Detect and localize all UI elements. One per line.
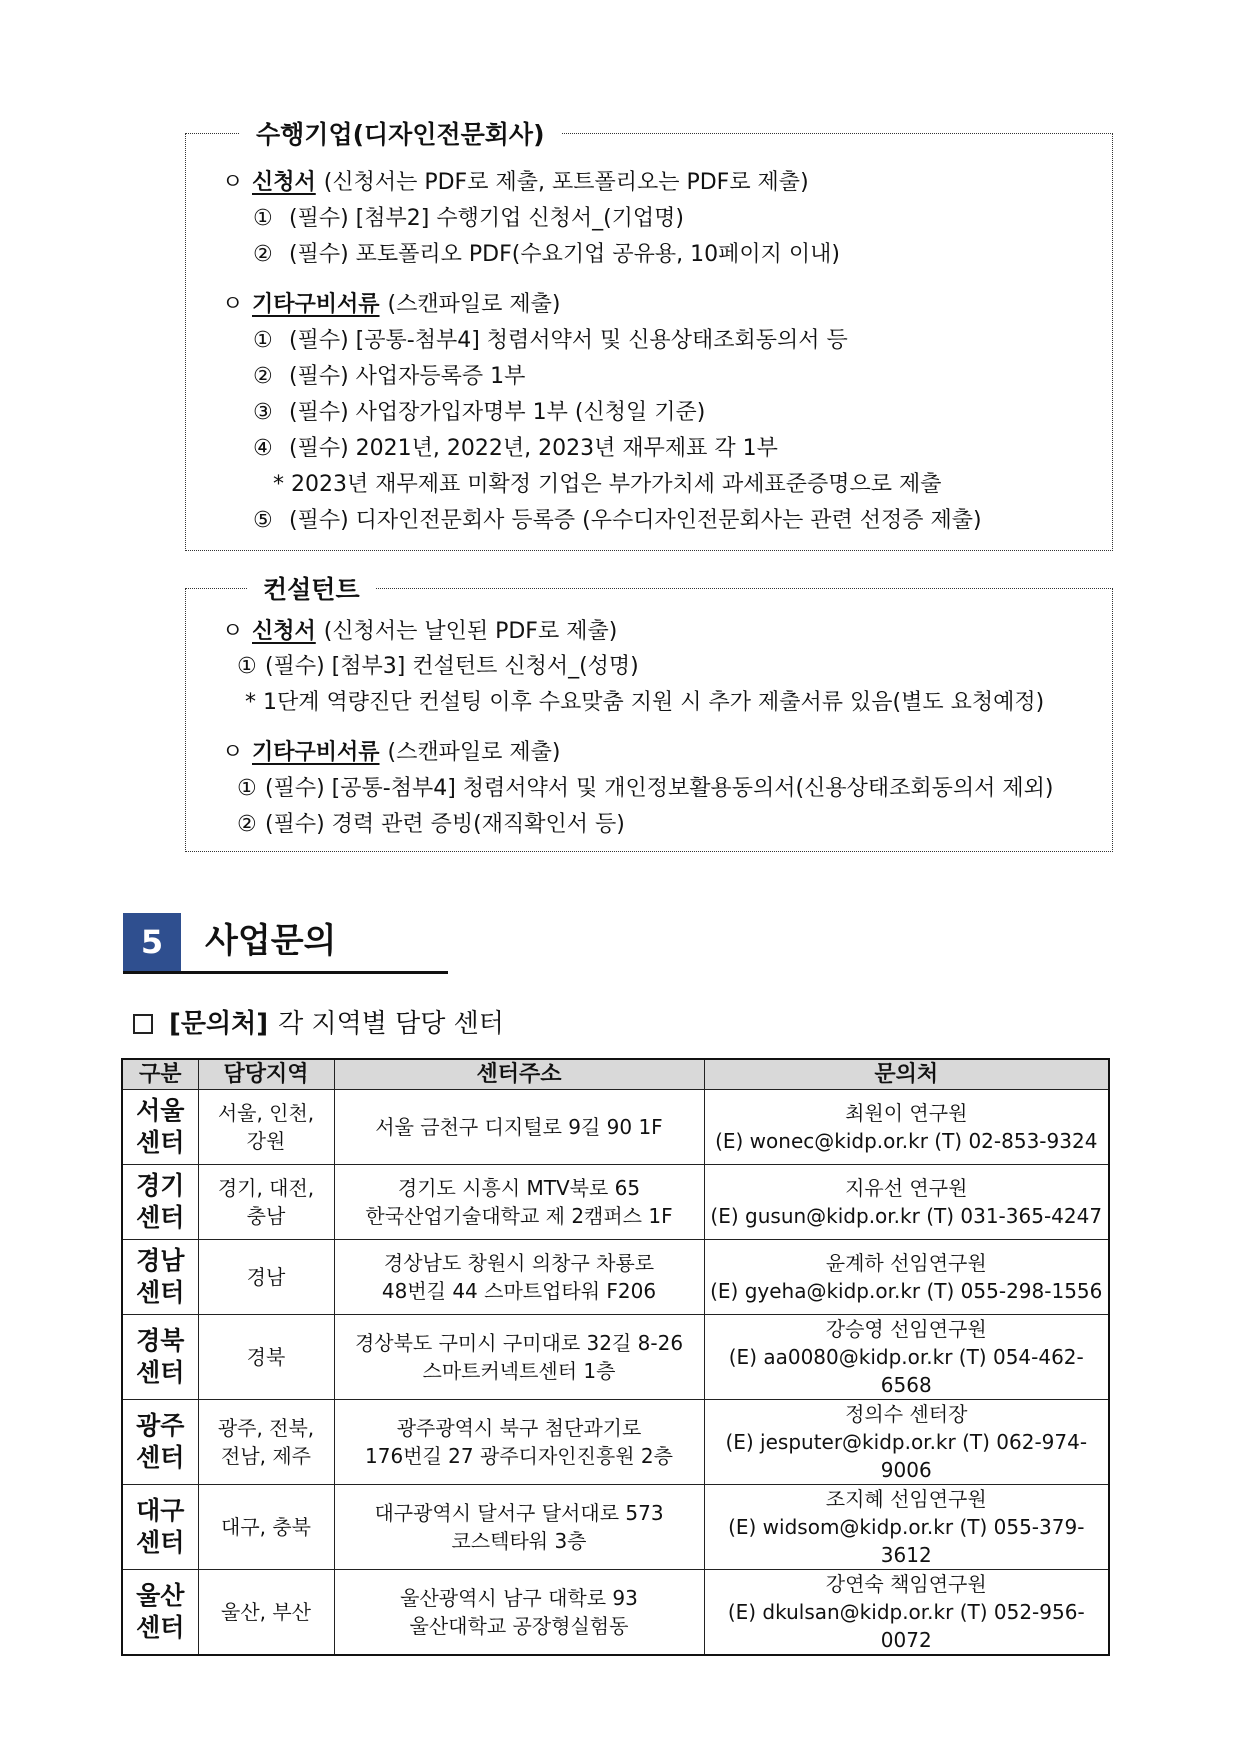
- address-cell-line: 서울 금천구 디지털로 9길 90 1F: [375, 1115, 663, 1139]
- section-title: 사업문의: [205, 921, 337, 961]
- center-name-cell-line: 경기: [136, 1171, 185, 1200]
- box-title-consultant: 컨설턴트: [247, 575, 376, 605]
- region-cell-line: 전남, 제주: [221, 1444, 311, 1468]
- section-head-other-docs: ㅇ 기타구비서류 (스캔파일로 제출): [222, 738, 560, 768]
- region-cell-line: 강원: [246, 1129, 286, 1153]
- circle-bullet-icon: ㅇ: [222, 619, 244, 644]
- table-row: [122, 1570, 1109, 1656]
- region-cell-line: 충남: [246, 1204, 286, 1228]
- region-cell: [198, 1485, 334, 1570]
- section-head-other-docs: ㅇ 기타구비서류 (스캔파일로 제출): [222, 290, 560, 320]
- contact-cell-line: (E) wonec@kidp.or.kr (T) 02-853-9324: [715, 1129, 1098, 1153]
- table-row: [122, 1240, 1109, 1315]
- table-row: [122, 1485, 1109, 1570]
- contact-cell-line: 강연숙 책임연구원: [825, 1572, 987, 1596]
- center-name-cell: [122, 1570, 198, 1656]
- contact-cell: [704, 1090, 1109, 1165]
- contact-cell: [704, 1165, 1109, 1240]
- address-cell-line: 울산대학교 공장형실험동: [409, 1614, 629, 1638]
- contact-cell-line: 정의수 센터장: [845, 1402, 968, 1426]
- center-name-cell-line: 센터: [136, 1358, 185, 1387]
- address-cell-line: 경상남도 창원시 의창구 차룡로: [383, 1251, 655, 1275]
- address-cell-line: 경상북도 구미시 구미대로 32길 8-26: [354, 1331, 684, 1355]
- address-cell: [334, 1400, 704, 1485]
- address-cell-line: 스마트커넥트센터 1층: [422, 1359, 616, 1383]
- list-item: ③ (필수) 사업장가입자명부 1부 (신청일 기준): [253, 400, 706, 425]
- center-name-cell-line: 경북: [136, 1326, 185, 1355]
- table-row: [122, 1400, 1109, 1485]
- region-cell-line: 광주, 전북,: [217, 1416, 315, 1440]
- center-name-cell-line: 울산: [136, 1581, 185, 1610]
- list-item: ② (필수) 경력 관련 증빙(재직확인서 등): [237, 812, 625, 837]
- contact-cell-line: (E) widsom@kidp.or.kr (T) 055-379-3612: [728, 1515, 1085, 1567]
- center-name-cell-line: 광주: [136, 1411, 185, 1440]
- list-item-note: * 1단계 역량진단 컨설팅 이후 수요맞춤 지원 시 추가 제출서류 있음(별도 요청예정): [245, 690, 1045, 715]
- list-item-note: * 2023년 재무제표 미확정 기업은 부가가치세 과세표준증명으로 제출: [273, 472, 942, 497]
- circle-bullet-icon: ㅇ: [222, 292, 244, 317]
- center-name-cell-line: 서울: [136, 1096, 185, 1125]
- table-row: [122, 1315, 1109, 1400]
- address-cell: [334, 1165, 704, 1240]
- address-cell-line: 48번길 44 스마트업타워 F206: [381, 1279, 657, 1303]
- region-cell-line: 대구, 충북: [221, 1515, 311, 1539]
- center-name-cell: [122, 1165, 198, 1240]
- circle-bullet-icon: ㅇ: [222, 170, 244, 195]
- contact-cell-line: (E) gusun@kidp.or.kr (T) 031-365-4247: [710, 1204, 1103, 1228]
- table-header-row: [122, 1059, 1109, 1090]
- box-title-company: 수행기업(디자인전문회사): [240, 120, 561, 150]
- list-item: ⑤ (필수) 디자인전문회사 등록증 (우수디자인전문회사는 관련 선정증 제출): [253, 508, 982, 533]
- list-item: ① (필수) [공통-첨부4] 청렴서약서 및 신용상태조회동의서 등: [253, 328, 848, 353]
- address-cell: [334, 1240, 704, 1315]
- column-header: 문의처: [704, 1059, 1109, 1090]
- column-header: 담당지역: [198, 1059, 334, 1090]
- address-cell-line: 코스텍타워 3층: [451, 1529, 587, 1553]
- contact-cell-line: (E) dkulsan@kidp.or.kr (T) 052-956-0072: [727, 1600, 1085, 1652]
- center-name-cell: [122, 1090, 198, 1165]
- center-name-cell-line: 센터: [136, 1203, 185, 1232]
- section-number: 5: [123, 913, 181, 971]
- circle-bullet-icon: ㅇ: [222, 740, 244, 765]
- list-item: ① (필수) [첨부3] 컨설턴트 신청서_(성명): [237, 654, 639, 679]
- region-cell: [198, 1165, 334, 1240]
- list-item: ② (필수) 사업자등록증 1부: [253, 364, 526, 389]
- address-cell-line: 한국산업기술대학교 제 2캠퍼스 1F: [365, 1204, 673, 1228]
- center-name-cell: [122, 1485, 198, 1570]
- center-name-cell: [122, 1315, 198, 1400]
- region-cell-line: 서울, 인천,: [217, 1101, 315, 1125]
- section-head-application: ㅇ 신청서 (신청서는 PDF로 제출, 포트폴리오는 PDF로 제출): [222, 168, 809, 198]
- region-cell: [198, 1570, 334, 1656]
- contact-cell: [704, 1240, 1109, 1315]
- contact-cell-line: 지유선 연구원: [845, 1176, 968, 1200]
- center-name-cell-line: 센터: [136, 1278, 185, 1307]
- contact-table: [121, 1058, 1110, 1656]
- center-name-cell-line: 경남: [136, 1246, 185, 1275]
- center-name-cell-line: 센터: [136, 1613, 185, 1642]
- contact-cell-line: 윤계하 선임연구원: [825, 1251, 987, 1275]
- contact-cell: [704, 1570, 1109, 1656]
- contact-cell-line: 강승영 선임연구원: [825, 1317, 987, 1341]
- contact-cell-line: (E) gyeha@kidp.or.kr (T) 055-298-1556: [710, 1279, 1103, 1303]
- region-cell: [198, 1400, 334, 1485]
- list-item: ① (필수) [첨부2] 수행기업 신청서_(기업명): [253, 206, 685, 231]
- center-name-cell-line: 대구: [136, 1496, 185, 1525]
- list-item: ② (필수) 포토폴리오 PDF(수요기업 공유용, 10페이지 이내): [253, 242, 840, 267]
- column-header: 구분: [122, 1059, 198, 1090]
- contact-cell-line: 조지혜 선임연구원: [825, 1487, 987, 1511]
- contact-cell: [704, 1315, 1109, 1400]
- contact-heading: [문의처] 각 지역별 담당 센터: [133, 1006, 504, 1042]
- center-name-cell: [122, 1240, 198, 1315]
- column-header: 센터주소: [334, 1059, 704, 1090]
- center-name-cell-line: 센터: [136, 1443, 185, 1472]
- address-cell: [334, 1315, 704, 1400]
- center-name-cell-line: 센터: [136, 1128, 185, 1157]
- address-cell: [334, 1090, 704, 1165]
- contact-cell-line: (E) aa0080@kidp.or.kr (T) 054-462-6568: [728, 1345, 1084, 1397]
- contact-cell-line: (E) jesputer@kidp.or.kr (T) 062-974-9006: [725, 1430, 1088, 1482]
- table-row: [122, 1090, 1109, 1165]
- address-cell-line: 울산광역시 남구 대학로 93: [400, 1586, 638, 1610]
- region-cell-line: 경북: [246, 1345, 286, 1369]
- address-cell-line: 광주광역시 북구 첨단과기로: [396, 1416, 642, 1440]
- region-cell: [198, 1090, 334, 1165]
- region-cell: [198, 1315, 334, 1400]
- section-head-application: ㅇ 신청서 (신청서는 날인된 PDF로 제출): [222, 617, 617, 647]
- section-underline: [123, 971, 448, 974]
- region-cell: [198, 1240, 334, 1315]
- address-cell-line: 경기도 시흥시 MTV북로 65: [397, 1176, 641, 1200]
- address-cell-line: 대구광역시 달서구 달서대로 573: [374, 1501, 664, 1525]
- address-cell: [334, 1570, 704, 1656]
- center-name-cell: [122, 1400, 198, 1485]
- table-row: [122, 1165, 1109, 1240]
- contact-cell: [704, 1485, 1109, 1570]
- list-item: ④ (필수) 2021년, 2022년, 2023년 재무제표 각 1부: [253, 436, 778, 461]
- region-cell-line: 경남: [246, 1265, 286, 1289]
- address-cell-line: 176번길 27 광주디자인진흥원 2층: [365, 1444, 673, 1468]
- center-name-cell-line: 센터: [136, 1528, 185, 1557]
- contact-cell-line: 최원이 연구원: [845, 1101, 968, 1125]
- contact-cell: [704, 1400, 1109, 1485]
- list-item: ① (필수) [공통-첨부4] 청렴서약서 및 개인정보활용동의서(신용상태조회동의서 제외): [237, 776, 1054, 801]
- region-cell-line: 울산, 부산: [221, 1600, 311, 1624]
- checkbox-square-icon: [133, 1014, 153, 1034]
- address-cell: [334, 1485, 704, 1570]
- region-cell-line: 경기, 대전,: [217, 1176, 315, 1200]
